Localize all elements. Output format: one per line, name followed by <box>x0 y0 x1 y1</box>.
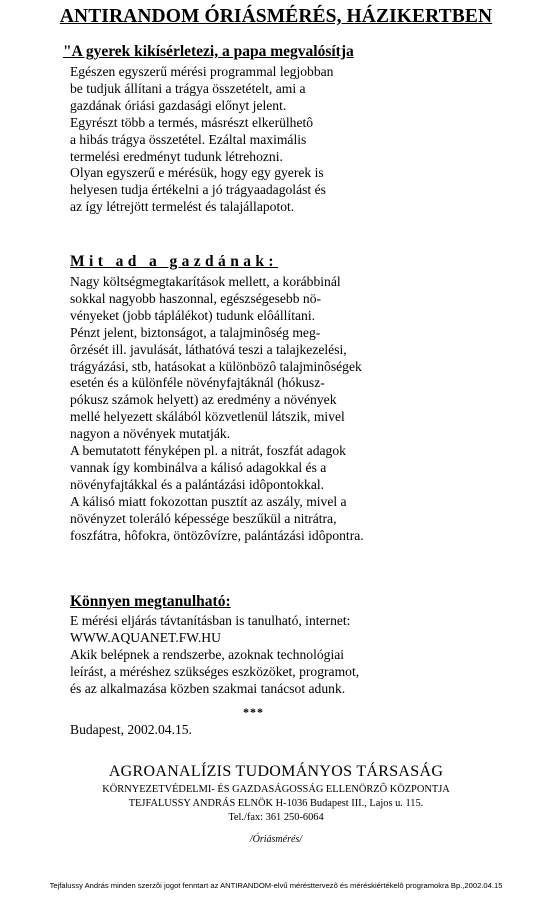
body-line: sokkal nagyobb haszonnal, egészségesebb nö- <box>70 290 322 306</box>
body-line: Olyan egyszerű e mérésük, hogy egy gyerek is <box>70 165 324 181</box>
place-date: Budapest, 2002.04.15. <box>70 722 192 737</box>
document-reference: /Óriásmérés/ <box>249 834 303 845</box>
organization-phone: Tel./fax: 361 250-6064 <box>228 812 324 823</box>
copyright-footer: Tejfalussy András minden szerzôi jogot fenntart az ANTIRANDOM-elvű mérésttervezô és méréskiértékelô programokra Bp.,2002.04.15 <box>49 881 503 890</box>
body-line: termelési eredményt tudunk létrehozni. <box>70 148 283 164</box>
body-line: Akik belépnek a rendszerbe, azoknak technológiai <box>70 646 345 662</box>
body-line: vényeket (jobb táplálékot) tudunk elôállítani. <box>70 307 315 323</box>
body-line: foszfátra, hôfokra, öntözôvízre, palántázási idôpontra. <box>70 527 364 543</box>
body-line: növényzet toleráló képessége beszűkül a nitrátra, <box>70 510 337 526</box>
body-line: leírást, a méréshez szükséges eszközöket, programot, <box>70 663 360 679</box>
organization-address: TEJFALUSSY ANDRÁS ELNÖK H-1036 Budapest III., Lajos u. 115. <box>128 798 424 809</box>
body-line: nagyon a növények mutatják. <box>70 426 231 442</box>
section-heading-benefits: Mit ad a gazdának: <box>70 253 278 270</box>
body-line: A kálisó miatt fokozottan pusztít az aszály, mivel a <box>70 493 347 509</box>
website-link[interactable]: WWW.AQUANET.FW.HU <box>70 629 221 645</box>
section-body-experiment <box>70 64 333 216</box>
body-line: esetén és a különféle növényfajtáknál (hókusz- <box>70 375 325 391</box>
separator-stars: *** <box>243 705 264 719</box>
document-title: ANTIRANDOM ÓRIÁSMÉRÉS, HÁZIKERTBEN <box>59 6 493 27</box>
body-line: a hibás trágya összetétel. Ezáltal maximális <box>70 131 307 147</box>
body-line: E mérési eljárás távtanításban is tanulható, internet: <box>70 613 351 628</box>
section-heading-experiment: "A gyerek kikísérletezi, a papa megvalósítja <box>63 43 354 60</box>
body-line: be tudjuk állítani a trágya összetételt, ami a <box>70 80 306 96</box>
body-line: mellé helyezett skálából közvetlenül látszik, mivel <box>70 409 345 425</box>
body-line: Egyrészt több a termés, másrészt elkerülhetô <box>70 114 314 130</box>
body-line: A bemutatott fényképen pl. a nitrát, foszfát adagok <box>70 443 346 459</box>
body-line: Egészen egyszerű mérési programmal legjobban <box>70 64 334 79</box>
body-line: gazdának óriási gazdasági előnyt jelent. <box>70 97 287 113</box>
body-line: és az alkalmazása közben szakmai tanácsot adunk. <box>70 680 346 696</box>
body-line: Pénzt jelent, biztonságot, a talajminôség meg- <box>70 324 321 340</box>
body-line: pókusz számok helyett) az eredmény a növények <box>70 392 337 408</box>
body-line: vannak így kombinálva a kálisó adagokkal és a <box>70 459 327 475</box>
body-line: növényfajtákkal és a palántázási idôpontokkal. <box>70 476 325 492</box>
body-line: Nagy költségmegtakarítások mellett, a korábbinál <box>70 274 341 289</box>
section-body-learnable <box>70 613 359 698</box>
section-body-benefits <box>70 274 364 545</box>
body-line: trágyázási, stb, hatásokat a különbözô talajminôségek <box>70 358 362 374</box>
body-line: az így létrejött termelést és talajállapotot. <box>70 199 295 215</box>
body-line: ôrzését ill. javulását, láthatóvá teszi a talajkezelési, <box>70 341 347 357</box>
body-line: helyesen tudja értékelni a jó trágyaadagolást és <box>70 182 326 198</box>
section-heading-learnable: Könnyen megtanulható: <box>70 593 231 610</box>
organization-name: AGROANALÍZIS TUDOMÁNYOS TÁRSASÁG <box>108 763 444 780</box>
organization-center: KÖRNYEZETVÉDELMI- ÉS GAZDASÁGOSSÁG ELLENÖRZÔ KÖZPONTJA <box>102 784 450 795</box>
